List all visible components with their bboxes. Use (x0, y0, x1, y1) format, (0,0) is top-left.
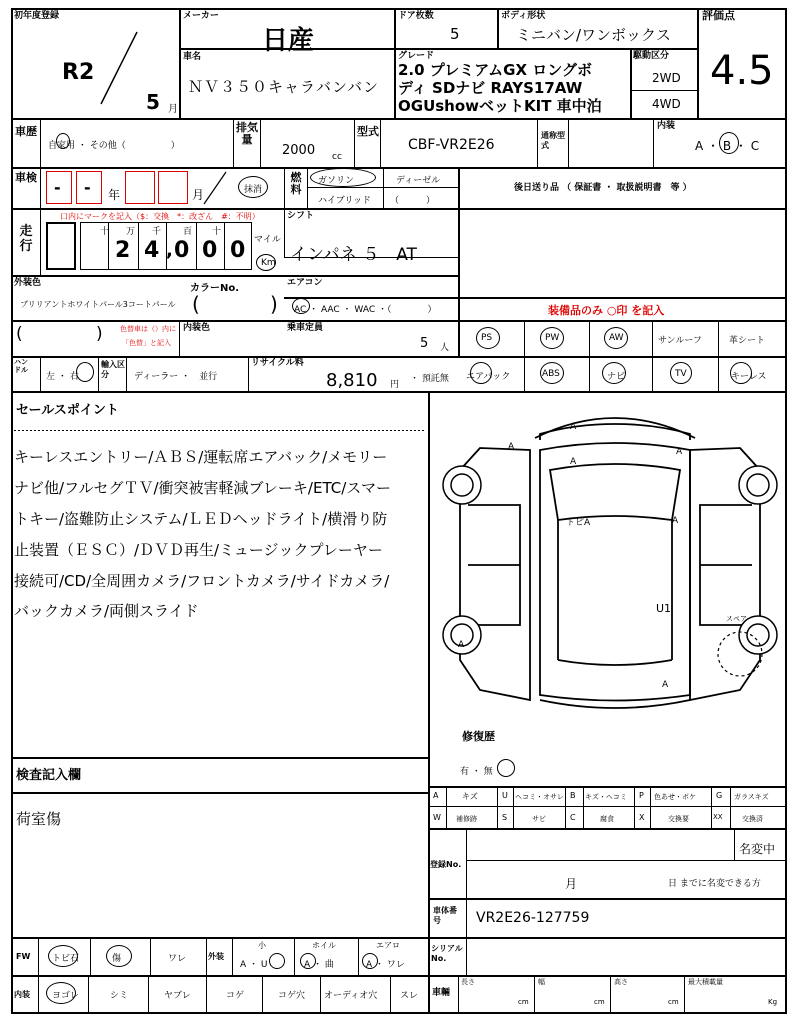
legend-1-8: G (716, 791, 723, 800)
model-value: ＮＶ３５０キャラバンバン (188, 78, 379, 96)
import-value: ディーラー ・ 並行 (134, 372, 218, 382)
equip-airbag: エアバック (466, 372, 511, 382)
length-unit: cm (518, 998, 529, 1006)
diagram-mark-3: A (570, 457, 577, 467)
mileage-place-3: 千 (152, 227, 162, 237)
equip-airbag-circle (470, 362, 492, 384)
int-item-3: ヤブレ (164, 991, 191, 1001)
reg-day-text: 日 までに名変できる方 (668, 879, 761, 889)
legend-1-0: A (433, 791, 439, 800)
fuel-gas: ガソリン (318, 176, 355, 186)
recycle-amount: 8,810 (326, 370, 378, 391)
reg-no-label: 登録No. (430, 860, 462, 869)
score-value: 4.5 (710, 48, 774, 94)
vehicle-diagram (440, 410, 780, 720)
equip-abs: ABS (542, 369, 560, 379)
type-label: 型式 (357, 125, 379, 138)
legend-2-5: 腐食 (600, 815, 614, 823)
interior-label: 内装 (657, 121, 676, 131)
ac-value: AC ・ AAC ・ WAC ・（ ） (294, 305, 437, 315)
first-reg-era: R2 (62, 60, 95, 85)
sales-line-3: トキー/盗難防止システム/ＬＥＤヘッドライト/横滑り防 (14, 510, 388, 528)
equip-sunroof: サンルーフ (658, 336, 702, 346)
repair-circle (497, 759, 515, 777)
first-reg-label: 初年度登録 (14, 11, 60, 21)
insp-dash-1: - (54, 178, 61, 197)
legend-1-7: 色あせ・ボケ (654, 793, 696, 801)
chassis-label: 車体番号 (433, 906, 457, 925)
equip-tv-circle (670, 362, 692, 384)
legend-2-1: 補修跡 (456, 815, 477, 823)
color-no-paren-close: ) (270, 292, 278, 316)
capacity-label: 乗車定員 (287, 323, 324, 333)
maker-label: メーカー (183, 11, 219, 21)
mileage-box-1 (46, 222, 76, 270)
mileage-digit-5: 0 (202, 238, 218, 263)
displacement-value: 2000 (282, 143, 316, 158)
width-label: 幅 (538, 978, 545, 986)
equip-ps: PS (481, 333, 493, 343)
insp-dash-2: - (84, 178, 91, 197)
mileage-label: 走行 (19, 224, 33, 254)
int-item-7: スレ (400, 991, 419, 1001)
legend-2-3: サビ (532, 815, 546, 823)
body-value: ミニバン/ワンボックス (516, 26, 671, 44)
legend-1-4: B (570, 791, 576, 800)
fuel-other: （ ） (390, 196, 436, 206)
ext-wheel-circle (300, 953, 316, 969)
drive-label: 駆動区分 (633, 51, 670, 61)
sales-line-2: ナビ他/フルセグＴＶ/衝突被害軽減ブレーキ/ETC/スマー (14, 479, 391, 497)
ext-aero: エアロ (376, 941, 400, 950)
equip-pw-circle (540, 327, 564, 349)
grade-line-3: OGUshowベットKIT 車中泊 (398, 97, 602, 115)
history-value: 自家用 ・ その他（ ） (48, 141, 180, 151)
fw-item-1-circle (48, 945, 78, 967)
mileage-place-1: 十 (100, 227, 110, 237)
int-item-1: ヨゴレ (52, 991, 80, 1001)
fw-item-2-circle (106, 945, 132, 967)
repair-value: 有 ・ 無 (460, 767, 493, 777)
sales-line-1: キーレスエントリー/ＡＢＳ/運転席エアバック/メモリー (14, 448, 388, 466)
insp-slash (200, 170, 230, 206)
height-label: 高さ (614, 978, 628, 986)
legend-2-6: X (639, 813, 645, 822)
fuel-gas-circle (310, 168, 376, 187)
recycle-label: リサイクル料 (251, 358, 304, 368)
equip-pw: PW (545, 333, 560, 343)
import-label: 輸入区分 (101, 360, 125, 379)
ext-paren-open: ( (16, 324, 23, 344)
diagram-mark-9: A (662, 680, 669, 690)
exterior-color-label: 外装色 (14, 278, 42, 288)
handle-value: 左 ・ 右 (46, 372, 79, 382)
shift-value: インパネ ５ AT (290, 245, 417, 265)
equip-keyless: キーレス (731, 372, 767, 382)
legend-2-2: S (502, 813, 508, 822)
grade-label: グレード (398, 51, 435, 61)
legend-1-9: ガラスキズ (734, 793, 769, 801)
int-item-2: シミ (110, 991, 129, 1001)
legend-1-2: U (502, 791, 508, 800)
equip-aw-circle (604, 327, 628, 349)
fuel-label: 燃料 (290, 171, 302, 196)
mileage-place-2: 万 (126, 227, 136, 237)
insp-month: 月 (192, 188, 205, 202)
ext-small: 小 (258, 941, 266, 950)
equip-leather: 革シート (729, 336, 766, 346)
doors-label: ドア枚数 (398, 11, 434, 21)
legend-1-5: キズ・ヘコミ (585, 793, 627, 801)
handle-label: ハンドル (14, 358, 28, 374)
ext-label: 外装 (208, 952, 224, 961)
history-circle (56, 133, 70, 149)
legend-1-1: キズ (462, 792, 478, 801)
drive-2wd: 2WD (652, 71, 681, 85)
inspection-content: 荷室傷 (16, 810, 62, 828)
equip-keyless-circle (730, 362, 752, 384)
fw-item-2: 傷 (112, 954, 122, 964)
common-type-label: 通称型式 (541, 131, 565, 150)
weight-label: 最大積載量 (688, 978, 723, 986)
diagram-mark-2: A (508, 442, 515, 452)
reg-month: 月 (565, 877, 578, 891)
handle-circle (76, 362, 94, 382)
diagram-mark-4: A (676, 447, 683, 457)
insp-end: 抹消 (244, 185, 263, 195)
legend-1-6: P (639, 791, 644, 800)
chassis-value: VR2E26-127759 (476, 910, 590, 926)
diagram-mark-6: A (672, 516, 679, 526)
color-change-note-1: 色替車は（）内に (120, 325, 176, 333)
ext-aero-circle (362, 953, 378, 969)
equip-header: 装備品のみ ○印 を記入 (548, 304, 665, 317)
fw-label: FW (16, 952, 31, 961)
fw-item-3: ワレ (168, 954, 187, 964)
fw-item-1: トビ石 (52, 954, 80, 964)
int-item-5: コゲ穴 (278, 991, 306, 1001)
fuel-diesel: ディーゼル (396, 176, 441, 186)
displacement-label: 排気量 (236, 121, 258, 146)
fuel-hybrid: ハイブリッド (318, 196, 372, 206)
mileage-digit-6: 0 (230, 238, 246, 263)
shift-label: シフト (287, 211, 315, 221)
grade-line-2: ディ SDナビ RAYS17AW (398, 79, 583, 97)
month-unit: 月 (168, 104, 178, 115)
history-label: 車歴 (15, 125, 37, 138)
int-item-1-circle (46, 982, 76, 1004)
sales-line-6: バックカメラ/両側スライド (14, 602, 199, 620)
size-label: 車輛 (432, 988, 451, 998)
legend-1-3: ヘコミ・オサレ (515, 793, 564, 801)
legend-2-7: 交換要 (668, 815, 689, 823)
inspection-title: 検査記入欄 (16, 768, 82, 783)
inspection-label: 車検 (15, 171, 37, 184)
diagram-mark-1: A (570, 422, 577, 432)
color-no-label: カラーNo. (190, 283, 240, 294)
interior-grade-circle (719, 132, 739, 154)
insp-box-4 (158, 171, 188, 204)
width-unit: cm (594, 998, 605, 1006)
equip-abs-circle (540, 362, 564, 384)
doors-value: 5 (450, 25, 460, 43)
ext-paren-close: ) (96, 324, 103, 344)
spare-label: スペア (726, 615, 747, 623)
recycle-unit: 円 (390, 380, 400, 390)
color-change-note-2: 「色替」と記入 (122, 339, 171, 347)
equip-navi: ナビ (607, 372, 626, 382)
capacity-value: 5 (420, 336, 429, 351)
mileage-note: 口内にマークを記入（$：交換 *：改ざん #：不明） (60, 212, 260, 221)
sales-line-4: 止装置（ＥＳＣ）/ＤＶＤ再生/ミュージックプレーヤー (14, 541, 383, 559)
interior-grade: A ・ B ・ C (695, 139, 760, 153)
int-label: 内装 (14, 990, 30, 999)
first-reg-month: 5 (146, 90, 160, 114)
insp-end-circle (238, 176, 268, 198)
grade-line-1: 2.0 プレミアムGX ロングボ (398, 61, 592, 79)
capacity-unit: 人 (440, 343, 450, 353)
legend-2-8: XX (713, 813, 723, 821)
sales-title: セールスポイント (16, 403, 119, 418)
diagram-mark-5: トピA (566, 518, 591, 528)
name-change: 名変中 (739, 842, 776, 856)
length-label: 長さ (461, 978, 475, 986)
insp-year: 年 (108, 188, 121, 202)
sales-line-5: 接続可/CD/全周囲カメラ/フロントカメラ/サイドカメラ/ (14, 572, 390, 590)
ext-wheel: ホイル (312, 941, 336, 950)
mileage-digit-2: 2 (115, 238, 131, 263)
mileage-unit-mile: マイル (254, 235, 281, 245)
legend-2-4: C (570, 813, 576, 822)
mileage-place-5: 十 (212, 227, 222, 237)
maker-value: 日産 (262, 26, 315, 56)
displacement-unit: cc (332, 152, 342, 162)
mileage-comma: , (166, 240, 173, 261)
equip-ps-circle (476, 327, 500, 349)
legend-2-0: W (433, 813, 441, 822)
ext-small-val: A ・ U (240, 960, 268, 970)
accessories-label: 後日送り品 （ 保証書 ・ 取扱説明書 等 ） (514, 183, 692, 193)
exterior-color-value: ブリリアントホワイトパール3コートパール (20, 300, 176, 309)
ac-circle (292, 298, 310, 314)
model-label: 車名 (183, 52, 202, 62)
diagram-mark-8: A (458, 640, 465, 650)
diagram-mark-7: U1 (656, 602, 672, 615)
ext-wheel-val: A ・ 曲 (304, 960, 334, 970)
equip-aw: AW (609, 333, 624, 343)
repair-label: 修復歴 (462, 730, 495, 743)
mileage-place-4: 百 (183, 227, 193, 237)
mileage-unit-km: Km (261, 258, 276, 268)
weight-unit: Kg (768, 998, 778, 1006)
equip-navi-circle (602, 362, 626, 384)
score-label: 評価点 (702, 9, 735, 22)
interior-color-label: 内装色 (183, 323, 211, 333)
serial-label: シリアルNo. (431, 944, 463, 963)
type-value: CBF-VR2E26 (408, 137, 495, 153)
ext-small-circle (269, 953, 285, 969)
int-item-6: オーディオ穴 (324, 991, 378, 1001)
insp-box-3 (125, 171, 155, 204)
ac-label: エアコン (287, 278, 323, 288)
body-label: ボディ形状 (501, 11, 546, 21)
equip-tv: TV (675, 369, 687, 379)
drive-4wd: 4WD (652, 97, 681, 111)
color-no-paren-open: ( (192, 292, 200, 316)
legend-2-9: 交換済 (742, 815, 763, 823)
recycle-deposit: ・ 預託無 (410, 374, 449, 384)
mileage-km-circle (256, 254, 276, 271)
mileage-digit-3: 4 (144, 238, 160, 263)
ext-aero-val: A ・ ワレ (366, 960, 405, 970)
int-item-4: コゲ (226, 991, 245, 1001)
date-slash (95, 28, 145, 108)
height-unit: cm (668, 998, 679, 1006)
mileage-digit-4: 0 (174, 238, 190, 263)
